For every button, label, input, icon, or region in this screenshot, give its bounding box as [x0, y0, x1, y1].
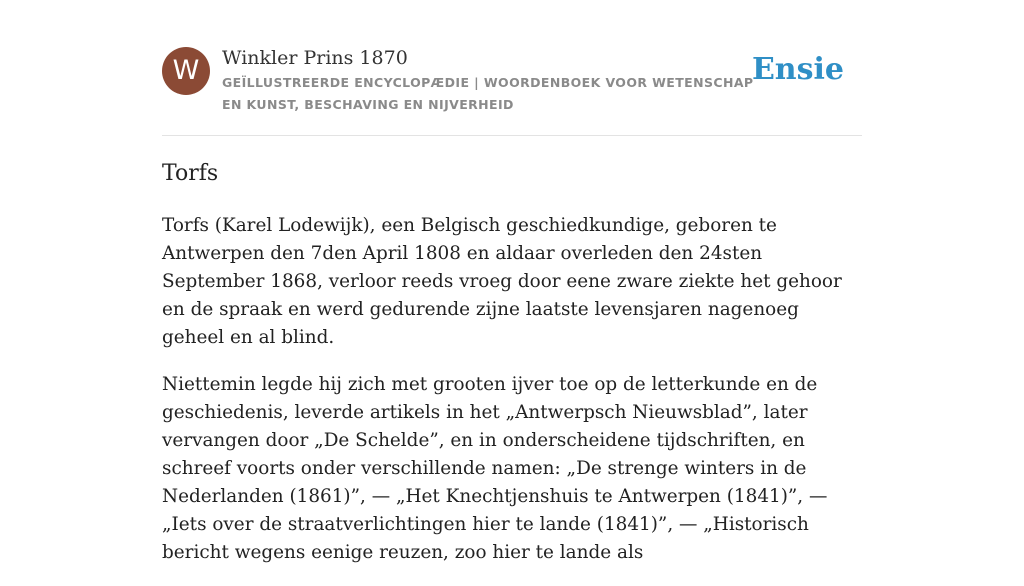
ensie-logo-link[interactable]: Ensie — [751, 52, 844, 87]
site-title-link[interactable]: Winkler Prins 1870 — [222, 47, 408, 69]
site-subtitle: GEÏLLUSTREERDE ENCYCLOPÆDIE | WOORDENBOEK VOOR WETENSCHAP EN KUNST, BESCHAVING EN NIJVERHEID — [222, 75, 754, 112]
article-title: Torfs — [162, 161, 219, 186]
article-paragraph: Niettemin legde hij zich met grooten ijver toe op de letterkunde en de geschiedenis, leverde artikels in het „Antwerpsch Nieuwsblad”, later vervangen door „De Schelde”, en in onderscheidene tijdschriften, en schreef voorts onder verschillende namen: „De strenge winters in de Nederlanden (1861)”, — „Het Knechtjenshuis te Antwerpen (1841)”, — „Iets over de straatverlichtingen hier te lande (1841)”, — „Historisch bericht wegens eenige reuzen, zoo hier te lande als — [162, 374, 828, 563]
article-paragraph: Torfs (Karel Lodewijk), een Belgisch geschiedkundige, geboren te Antwerpen den 7den April 1808 en aldaar overleden den 24sten September 1868, verloor reeds vroeg door eene zware ziekte het gehoor en de spraak en werd gedurende zijne laatste levensjaren nagenoeg geheel en al blind. — [162, 215, 842, 348]
article-body — [162, 212, 864, 586]
site-avatar[interactable]: W — [162, 47, 210, 95]
site-header — [162, 44, 862, 136]
